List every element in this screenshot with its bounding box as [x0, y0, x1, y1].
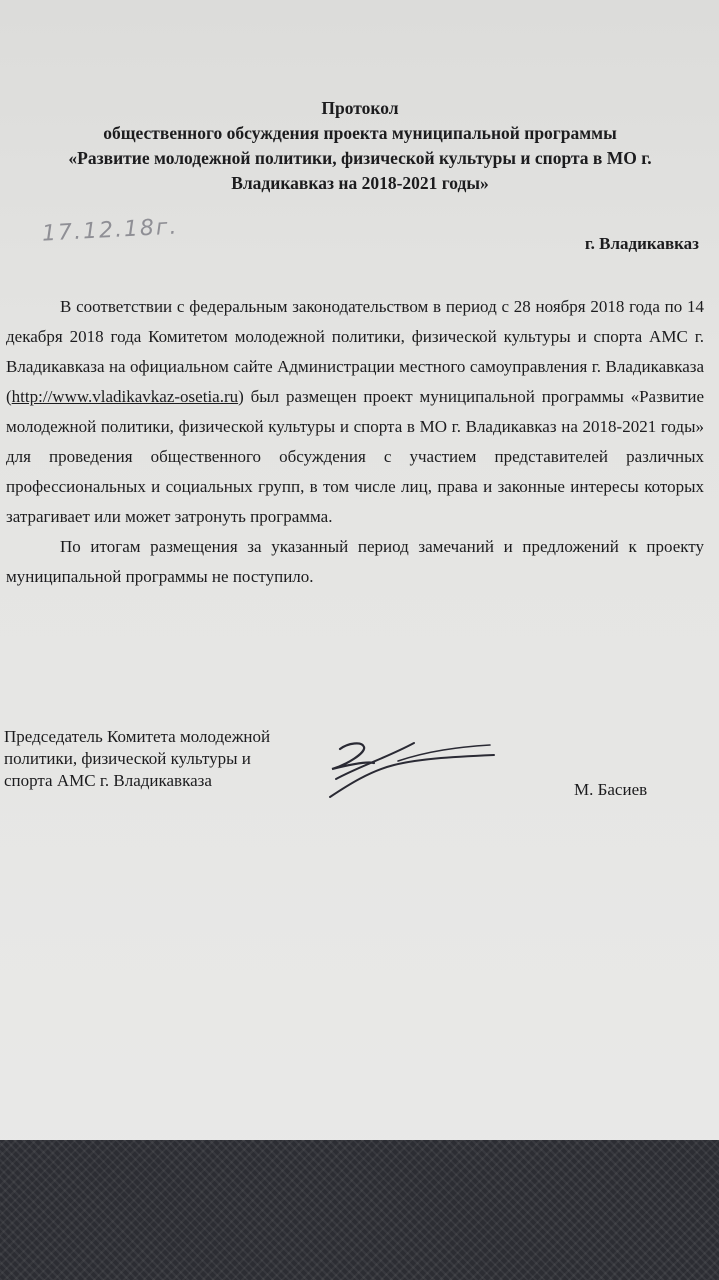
handwritten-date: 17.12.18г.: [41, 214, 180, 247]
signer-name: М. Басиев: [574, 780, 648, 799]
paragraph-2: По итогам размещения за указанный период замечаний и предложений к проекту муниципальной программы не поступило.: [6, 537, 704, 586]
signer-title-line: политики, физической культуры и: [4, 749, 251, 768]
paragraph-1-text-start: В соответствии с федеральным законодательством в период с 28 ноября 2018 года по 14 декабря 2018 года Комитетом молодежной политики, физической культуры и спорта АМС г. Владикавказа на официальном сайте Администрации местного самоуправления г. Владикавказа (: [6, 297, 704, 406]
document-title: [20, 96, 700, 196]
title-line: Протокол: [321, 98, 399, 118]
document-body: [6, 292, 704, 592]
website-link: http://www.vladikavkaz-osetia.ru: [11, 387, 239, 406]
signer-title-line: Председатель Комитета молодежной: [4, 727, 271, 746]
title-line: Владикавказ на 2018-2021 годы»: [231, 173, 489, 193]
signer-title: [4, 726, 324, 792]
handwritten-signature: [318, 735, 518, 805]
paragraph-1-text-end: ) был размещен проект муниципальной программы «Развитие молодежной политики, физической культуры и спорта в МО г. Владикавказ на 2018-2021 годы» для проведения общественного обсуждения с участием представителей различных профессиональных и социальных групп, в том числе лиц, права и законные интересы которых затрагивает или может затронуть программа.: [6, 387, 704, 526]
city-label: г. Владикавказ: [584, 234, 699, 253]
paragraph-1: [6, 292, 704, 532]
signer-title-line: спорта АМС г. Владикавказа: [4, 771, 212, 790]
title-line: общественного обсуждения проекта муниципальной программы: [103, 123, 617, 143]
title-line: «Развитие молодежной политики, физической культуры и спорта в МО г.: [68, 148, 652, 168]
